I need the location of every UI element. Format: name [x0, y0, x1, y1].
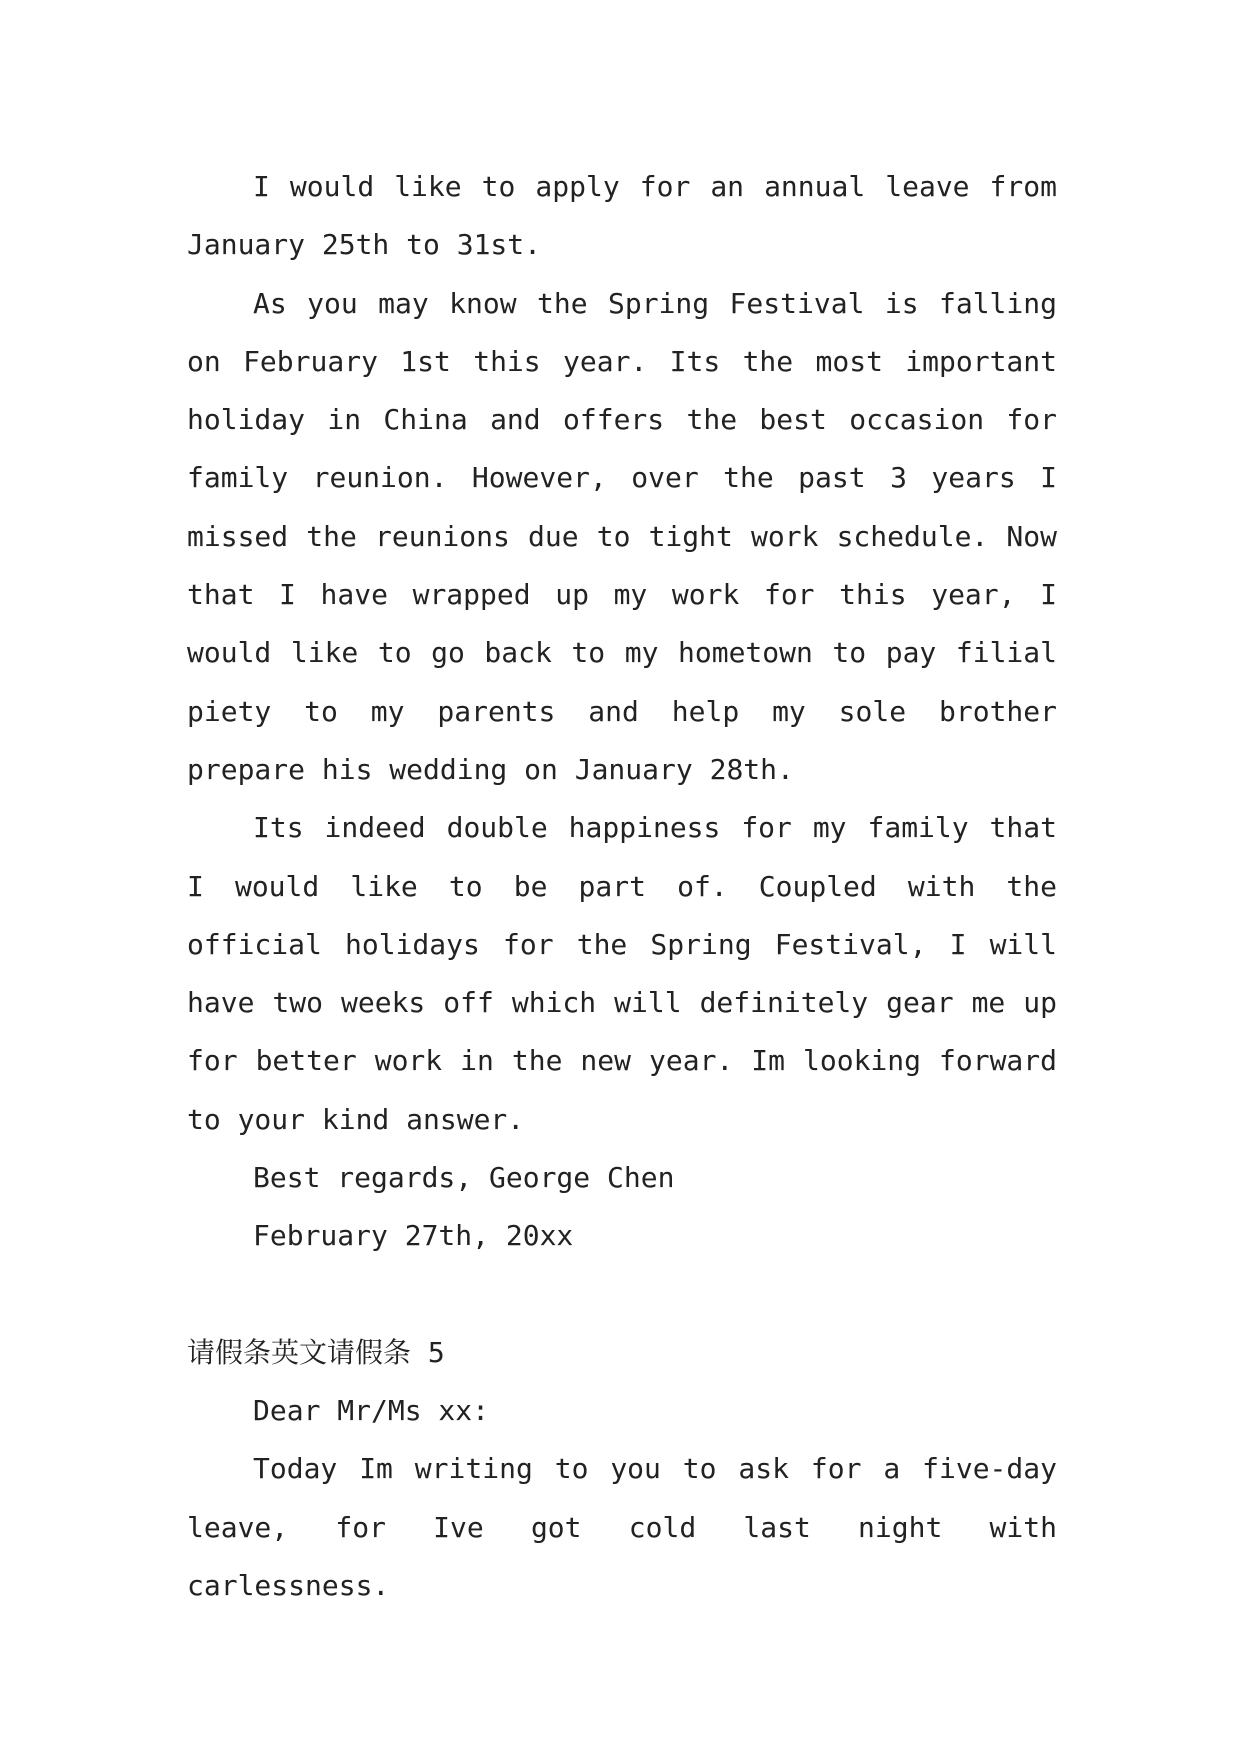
letter-one-paragraph-2: As you may know the Spring Festival is falling on February 1st this year. Its the most important holiday in China and offers the best occasion for family reunion. However, over the past 3 years I missed the reunions due to tight work schedule. Now that I have wrapped up my work for this year, I would like to go back to my hometown to pay filial piety to my parents and help my sole brother prepare his wedding on January 28th. [187, 286, 1057, 786]
section-heading: 请假条英文请假条 5 [187, 1335, 445, 1369]
letter-one-date: February 27th, 20xx [253, 1219, 574, 1253]
letter-one-closing: Best regards, George Chen [253, 1161, 675, 1195]
letter-two-paragraph-1: Today Im writing to you to ask for a five-day leave, for Ive got cold last night with carlessness. [187, 1452, 1057, 1602]
letter-two-salutation: Dear Mr/Ms xx: [253, 1393, 490, 1427]
letter-one-paragraph-3: Its indeed double happiness for my family that I would like to be part of. Coupled with the official holidays for the Spring Festival, I will have two weeks off which will definitely gear me up for better work in the new year. Im looking forward to your kind answer. [187, 811, 1057, 1136]
letter-one-paragraph-1: I would like to apply for an annual leave from January 25th to 31st. [187, 170, 1057, 262]
document-page [187, 158, 1057, 1615]
